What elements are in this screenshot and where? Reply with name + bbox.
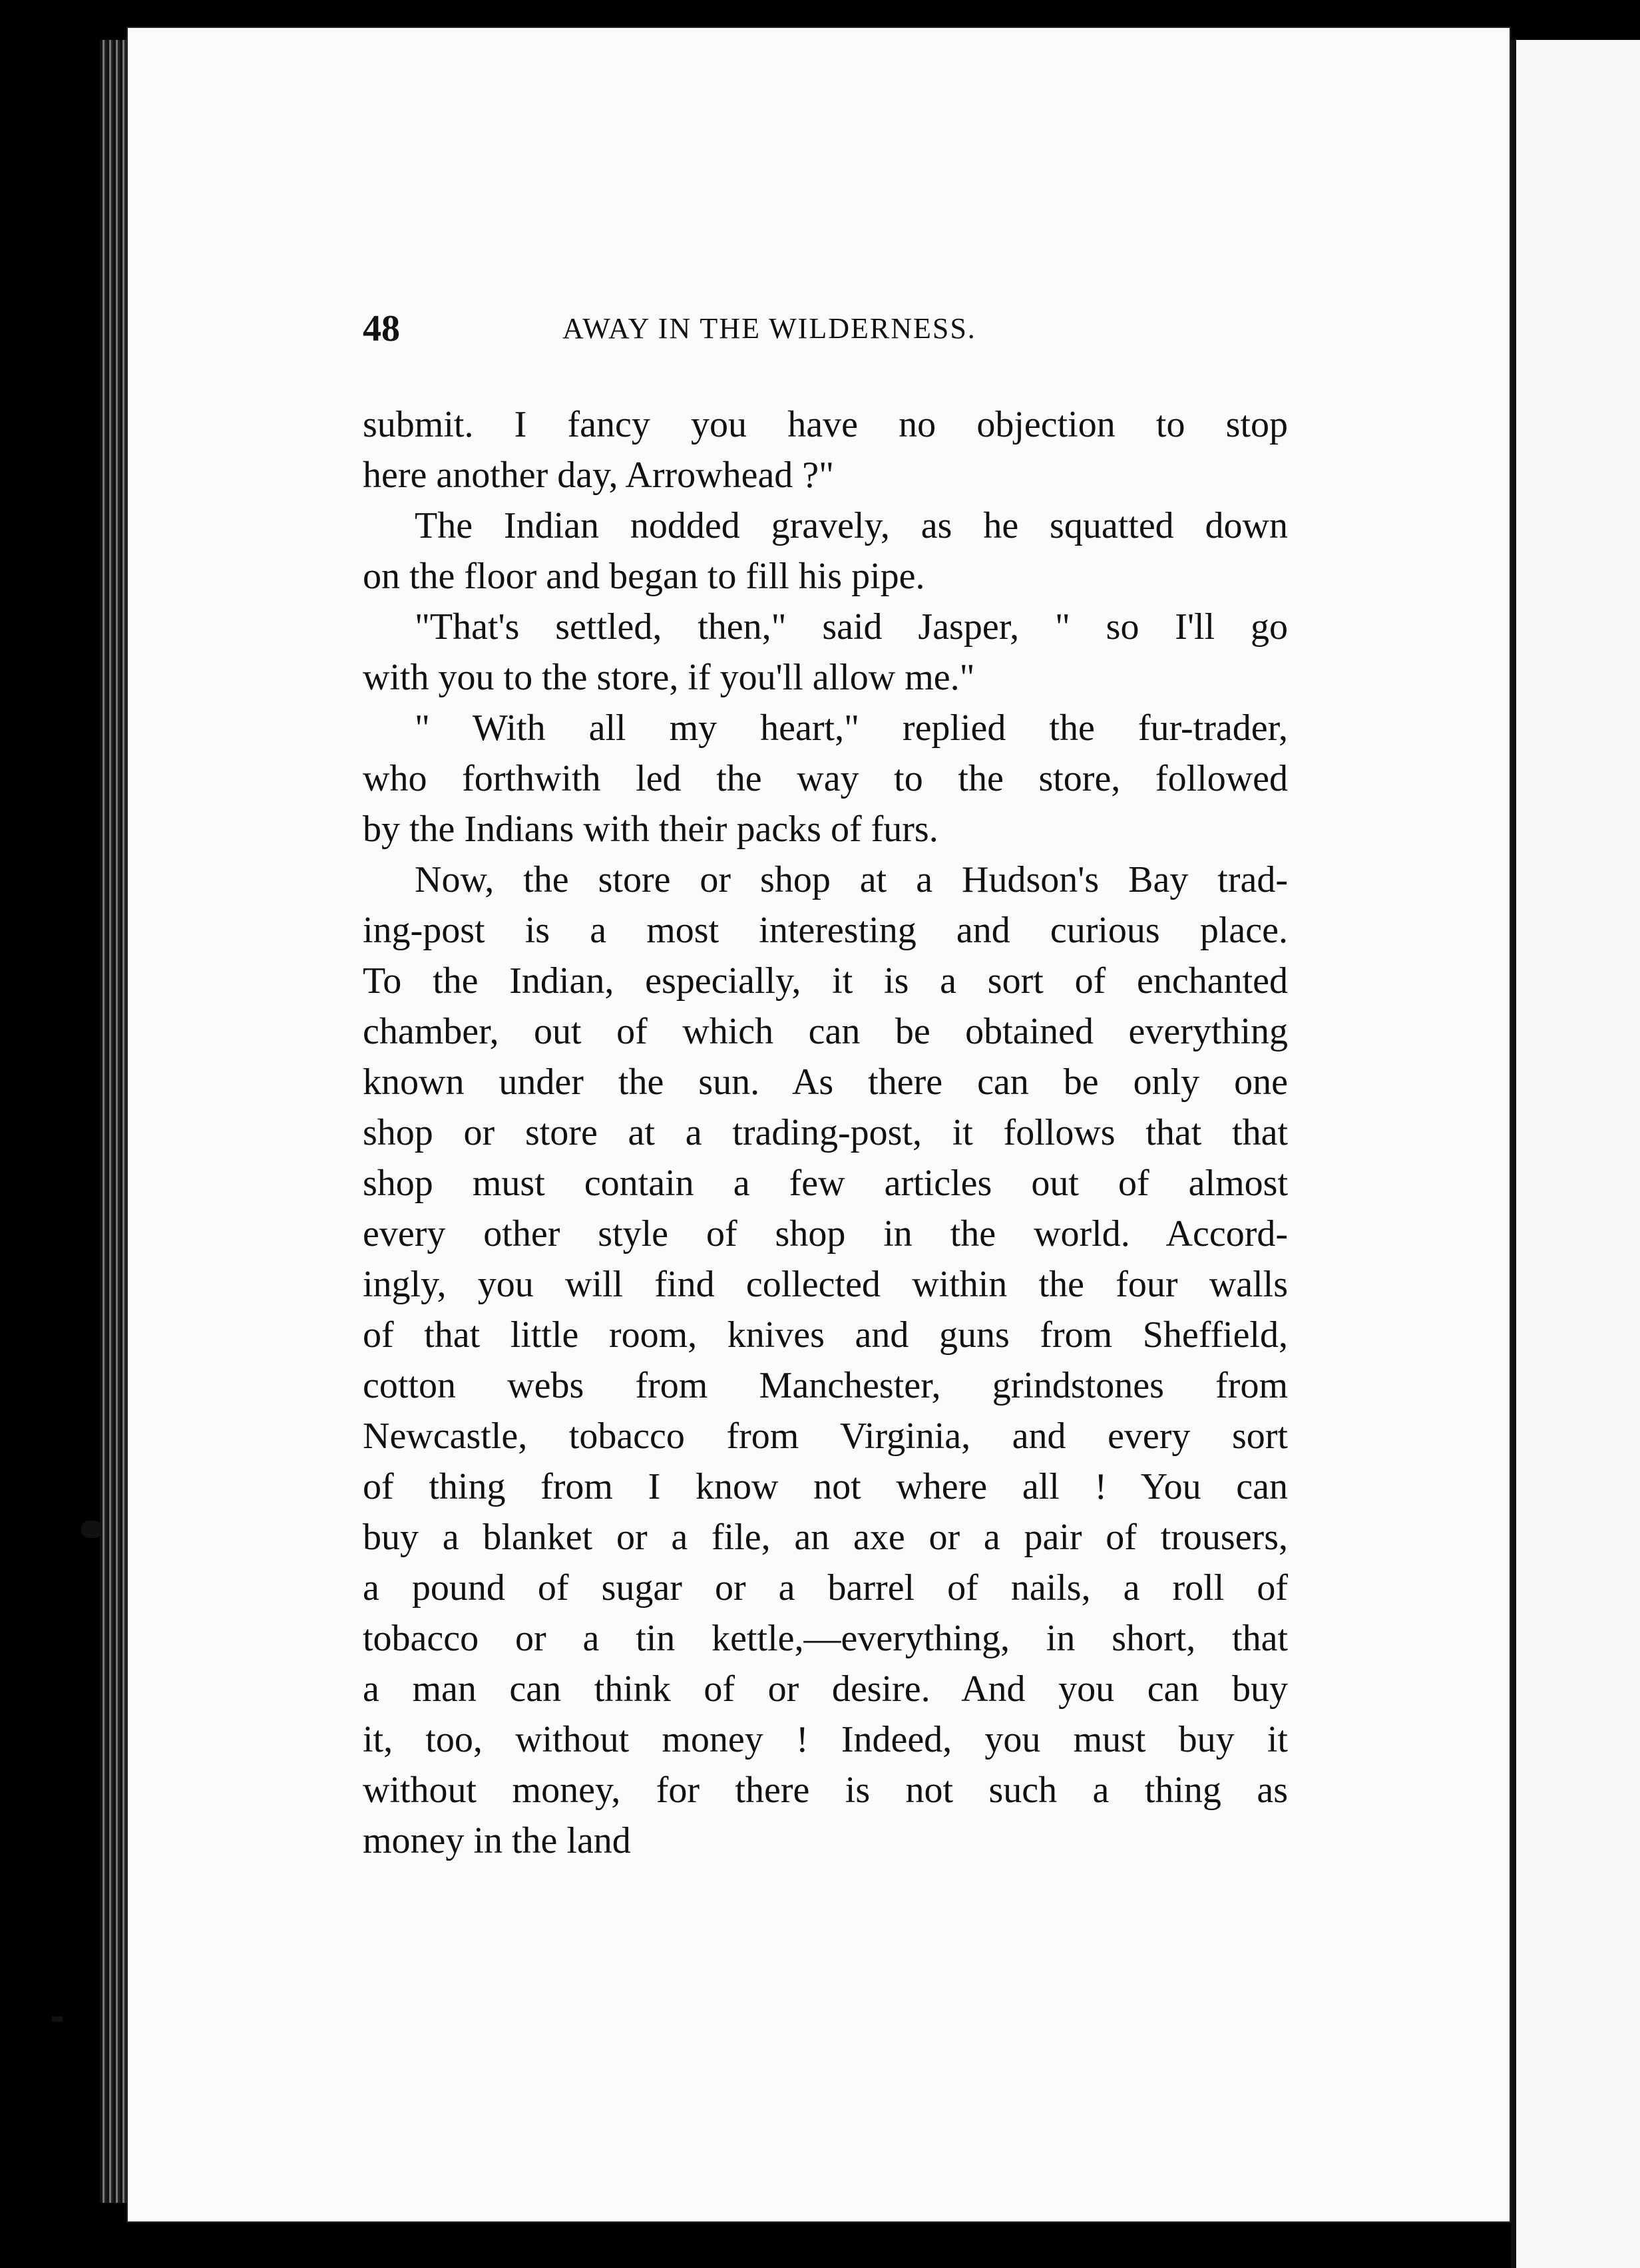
- text-line: here another day, Arrowhead ?": [363, 455, 835, 496]
- text-line: on the floor and began to fill his pipe.: [363, 556, 925, 597]
- text-line: money in the land: [363, 1820, 631, 1861]
- text-line: ingly, you will find collected within the four walls: [363, 1264, 1288, 1305]
- text-line: who forthwith led the way to the store, followed: [363, 758, 1288, 799]
- text-line: Newcastle, tobacco from Virginia, and every sort: [363, 1416, 1288, 1457]
- text-line: shop or store at a trading-post, it follows that that: [363, 1112, 1288, 1153]
- page-header: [363, 307, 1248, 347]
- text-line: buy a blanket or a file, an axe or a pair of trousers,: [363, 1517, 1288, 1558]
- text-line: "That's settled, then," said Jasper, " so I'll go: [415, 606, 1288, 648]
- text-line: known under the sun. As there can be only one: [363, 1061, 1288, 1103]
- page-number: 48: [363, 308, 400, 349]
- text-line: submit. I fancy you have no objection to stop: [363, 404, 1288, 445]
- text-line: tobacco or a tin kettle,—everything, in short, that: [363, 1618, 1288, 1659]
- next-page-edge: [1511, 40, 1640, 2268]
- text-line: chamber, out of which can be obtained everything: [363, 1011, 1288, 1052]
- text-line: The Indian nodded gravely, as he squatted down: [415, 505, 1288, 546]
- text-line: every other style of shop in the world. Accord-: [363, 1213, 1288, 1254]
- text-line: by the Indians with their packs of furs.: [363, 809, 938, 850]
- running-head: AWAY IN THE WILDERNESS.: [562, 312, 976, 345]
- text-line: it, too, without money ! Indeed, you must buy it: [363, 1719, 1288, 1760]
- text-line: ing-post is a most interesting and curious place.: [363, 910, 1288, 951]
- text-line: To the Indian, especially, it is a sort of enchanted: [363, 960, 1288, 1002]
- text-line: with you to the store, if you'll allow me.": [363, 657, 975, 698]
- text-line: " With all my heart," replied the fur-trader,: [415, 707, 1288, 749]
- book-page-edge: [100, 40, 126, 2203]
- page-text-block: [363, 399, 1288, 1866]
- text-line: without money, for there is not such a thing as: [363, 1770, 1288, 1811]
- text-line: of thing from I know not where all ! You can: [363, 1466, 1288, 1507]
- text-line: cotton webs from Manchester, grindstones from: [363, 1365, 1288, 1406]
- text-line: Now, the store or shop at a Hudson's Bay trad-: [415, 859, 1288, 900]
- text-line: a man can think of or desire. And you can buy: [363, 1668, 1288, 1710]
- margin-mark: [81, 1521, 102, 1538]
- text-line: shop must contain a few articles out of almost: [363, 1163, 1288, 1204]
- binding-mark: [52, 2016, 63, 2022]
- text-line: a pound of sugar or a barrel of nails, a roll of: [363, 1567, 1288, 1608]
- text-line: of that little room, knives and guns from Sheffield,: [363, 1314, 1288, 1356]
